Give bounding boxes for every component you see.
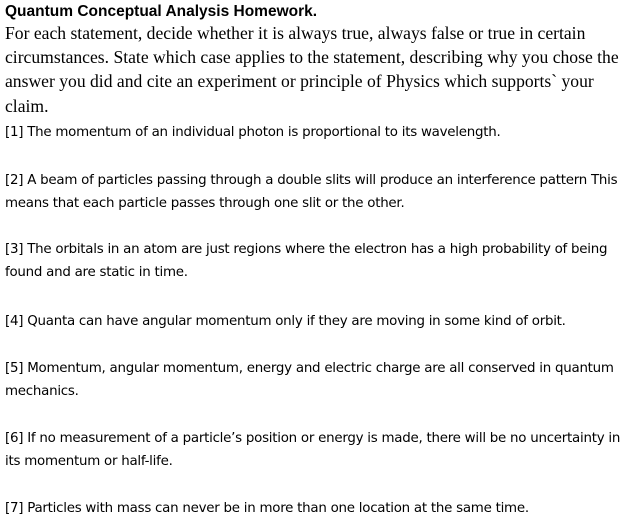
question-2: [2] A beam of particles passing through a double slits will produce an interference pattern This means that each particle passes through one slit or the other. [5, 173, 618, 211]
question-6: [6] If no measurement of a particle’s position or energy is made, there will be no uncertainty in its momentum or half-life. [5, 431, 621, 469]
question-7: [7] Particles with mass can never be in more than one location at the same time. [5, 501, 529, 516]
question-1: [1] The momentum of an individual photon is proportional to its wavelength. [5, 125, 501, 140]
question-5: [5] Momentum, angular momentum, energy and electric charge are all conserved in quantum mechanics. [5, 361, 614, 399]
instructions-paragraph: For each statement, decide whether it is always true, always false or true in certain circumstances. State which case applies to the statement, describing why you chose the answer you did and cite an experiment or principle of Physics which supports` your claim. [5, 23, 619, 116]
document-title: Quantum Conceptual Analysis Homework. [5, 3, 318, 20]
question-3: [3] The orbitals in an atom are just regions where the electron has a high probability of being found and are static in time. [5, 242, 608, 280]
question-4: [4] Quanta can have angular momentum only if they are moving in some kind of orbit. [5, 314, 566, 329]
